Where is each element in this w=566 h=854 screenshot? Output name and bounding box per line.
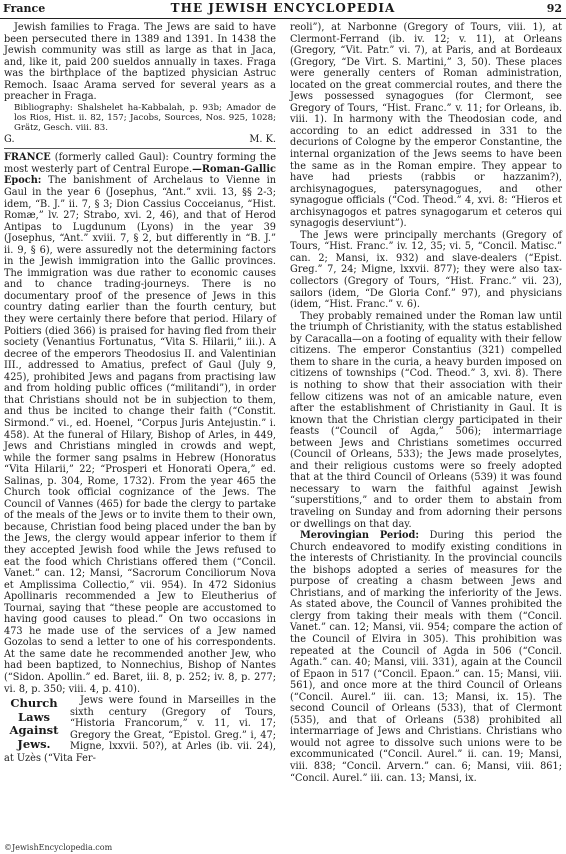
paragraph-roman-law: They probably remained under the Roman law until the triumph of Christianity, with the status established by Caracalla—on a footing of equality with their fellow citizens. The emperor Constantius (321) compelled them to share in the curia, a heavy burden imposed on citizens of townships (“Cod. Theod.” 3, xvi. 8). There is nothing to show that their association with their fellow citizens was not of an amicable nature, even after the establishment of Christianity in Gaul. It is known that the Christian clergy participated in their feasts (“Council of Agda,” 506); intermarriage between Jews and Christians sometimes occurred (Council of Orleans, 533); the Jews made proselytes, and their religious customs were so freely adopted that at the third Council of Orleans (539) it was found necessary to warn the faithful against Jewish “superstitions,” and to order them to abstain from traveling on Sunday and from adorning their persons or dwellings on that day. bbox=[290, 310, 562, 530]
paragraph-fraga: Jewish families to Fraga. The Jews are said to have been persecuted there in 1389 and 1391. In 1438 the Jewish community was still as large as that in Jaca, and, like it, paid 200 sueldos annually in taxes. Fraga was the birthplace of the baptized physician Astruc Remoch. Isaac Arama served for several years as a preacher in Fraga. bbox=[4, 22, 276, 103]
left-column bbox=[4, 22, 276, 764]
entry-merovingian bbox=[290, 530, 562, 784]
paragraph-merchants: The Jews were principally merchants (Gregory of Tours, “Hist. Franc.” iv. 12, 35; vi. 5, “Concil. Matisc.” can. 2; Mansi, ix. 932) and slave-dealers (“Epist. Greg.” 7, 24; Migne, lxxvii. 877); they were also tax-collectors (Gregory of Tours, “Hist. Franc.” vii. 23), sailors (idem, “De Gloria Conf.” 97), and physicians (idem, “Hist. Franc.” v. 6). bbox=[290, 229, 562, 311]
side-heading-line: Church bbox=[10, 696, 58, 711]
side-heading-church-laws bbox=[4, 697, 64, 751]
header-left: France bbox=[3, 2, 46, 15]
author-signature bbox=[4, 134, 276, 146]
entry-term: FRANCE bbox=[4, 152, 51, 164]
signature-left: G. bbox=[4, 133, 15, 145]
footer-credit: ©JewishEncyclopedia.com bbox=[4, 843, 113, 852]
signature-right: M. K. bbox=[249, 133, 276, 145]
page-header bbox=[0, 0, 566, 19]
right-column bbox=[290, 22, 562, 784]
entry-definition: (formerly called Gaul): Country forming the most westerly part of Central Europe. bbox=[4, 152, 276, 175]
section-heading-roman-gallic: —Roman-Gallic Epoch: bbox=[4, 163, 276, 187]
header-page-number: 92 bbox=[546, 2, 562, 15]
paragraph-marseilles: Jews were found in Marseilles in the sixth century (Gregory of Tours, “Historia Francorum,” v. 11, vi. 17; Gregory the Great, “Epistol. Greg.” i, 47; Migne, lxxvii. 50?), at Arles (ib. vii. 24), at Uzès (“Vita Fer- bbox=[4, 695, 276, 764]
side-heading-line: Jews. bbox=[17, 736, 51, 751]
side-heading-line: Against bbox=[9, 723, 59, 738]
section-heading-merovingian: Merovingian Period: bbox=[300, 530, 419, 542]
paragraph-continued: reoli”), at Narbonne (Gregory of Tours, viii. 1), at Clermont-Ferrand (ib. iv. 12; v. 11), at Orleans (Gregory, “Vit. Patr.” vi. 7), at Paris, and at Bordeaux (Gregory, “De Virt. S. Martini,” 3, 50). These places were generally centers of Roman administration, located on the great commercial routes, and there the Jews possessed synagogues (for Clermont, see Gregory of Tours, “Hist. Franc.” v. 11; for Orleans, ib. viii. 1). In harmony with the Theodosian code, and according to an edict addressed in 331 to the decurions of Cologne by the emperor Constantine, the internal organization of the Jews seems to have been the same as in the Roman empire. They appear to have had priests (rabbis or hazzanim?), archisynagogues, patersynagogues, and other synagogue officials (“Cod. Theod.” 4, xvi. 8: “Hieros et archisynagogos et patres synagogarum et ceteros qui synagogis deserviunt”). bbox=[290, 22, 562, 230]
bibliography: Bibliography: Shalshelet ha-Kabbalah, p. 93b; Amador de los Rios, Hist. ii. 82, 157; Jacobs, Sources, Nos. 925, 1028; Grätz, Gesch. viii. 83. bbox=[14, 102, 276, 133]
paragraph-merovingian: During this period the Church endeavored to modify existing conditions in the interests of Christianity. In the provincial councils the bishops adopted a series of measures for the purpose of creating a chasm between Jews and Christians, and of marking the inferiority of the Jews. As stated above, the Council of Vannes prohibited the clergy from taking their meals with them (“Concil. Vanet.” can. 12; Mansi, vii. 954; compare the action of the Council of Elvira in 305). This prohibition was repeated at the Council of Agda in 506 (“Concil. Agath.” can. 40; Mansi, viii. 331), again at the Council of Epaon in 517 (“Concil. Epaon.” can. 15; Mansi, viii. 561), and once more at the third Council of Orleans (“Concil. Aurel.” iii. can. 13; Mansi, ix. 15). The second Council of Orleans (533), that of Clermont (535), and that of Orleans (538) prohibited all intermarriage of Jews and Christians. Christians who would not agree to dissolve such unions were to be excommunicated (“Concil. Aurel.” ii. can. 19; Mansi, viii. 838; “Concil. Arvern.” can. 6; Mansi, viii. 861; “Concil. Aurel.” iii. can. 13; Mansi, ix. bbox=[290, 530, 563, 784]
header-title: THE JEWISH ENCYCLOPEDIA bbox=[170, 1, 396, 15]
side-heading-line: Laws bbox=[18, 709, 50, 724]
divider bbox=[4, 148, 276, 149]
paragraph-roman-gallic: The banishment of Archelaus to Vienne in Gaul in the year 6 (Josephus, “Ant.” xvii. 13, §§ 2-3; idem, “B. J.” ii. 7, § 3; Dion Cassius Cocceianus, “Hist. Romæ,” lv. 27; Strabo, xvi. 2, 46), and that of Herod Antipas to Lugdunum (Lyons) in the year 39 (Josephus, “Ant.” xviii. 7, § 2, but differently in “B. J.” ii. 9, § 6), were assuredly not the determining factors in the Jewish immigration into the Gallic provinces. The immigration was due rather to economic causes and to chance trading-journeys. There is no documentary proof of the presence of Jews in this country dating earlier than the fourth century, but they were certainly there before that period. Hilary of Poitiers (died 366) is praised for having fled from their society (Venantius Fortunatus, “Vita S. Hilarii,” iii.). A decree of the emperors Theodosius II. and Valentinian III., addressed to Amatius, prefect of Gaul (July 9, 425), prohibited Jews and pagans from practising law and from holding public offices (“militandi”), in order that Christians should not be in subjection to them, and thus be incited to change their faith (“Constit. Sirmond.” vi., ed. Hoenel, “Corpus Juris Antejustin.” i. 458). At the funeral of Hilary, Bishop of Arles, in 449, Jews and Christians mingled in crowds and wept, while the former sang psalms in Hebrew (Honoratus “Vita Hilarii,” 22; “Prosperi et Honorati Opera,” ed. Salinas, p. 304, Rome, 1732). From the year 465 the Church took official cognizance of the Jews. The Council of Vannes (465) for bade the clergy to partake of the meals of the Jews or to invite them to their own, because, Christian food being placed under the ban by the Jews, the clergy would appear inferior to them if they accepted Jewish food while the Jews refused to eat the food which Christians offered them (“Concil. Vanet.” can. 12; Mansi, “Sacrorum Conciliorum Nova et Amplissima Collectio,” vii. 954). In 472 Sidonius Apollinaris recommended a Jew to Eleutherius of Tournai, saying that “these people are accustomed to having good causes to plead.” On two occasions in 473 he made use of the services of a Jew named Gozolas to send a letter to one of his correspondents. At the same date he recommended another Jew, who had been baptized, to Nonnechius, Bishop of Nantes (“Sidon. Apollin.” ed. Baret, iii. 8, p. 252; iv. 8, p. 277; vi. 8, p. 350; viii. 4, p. 410). bbox=[4, 175, 276, 695]
entry-france bbox=[4, 152, 276, 695]
